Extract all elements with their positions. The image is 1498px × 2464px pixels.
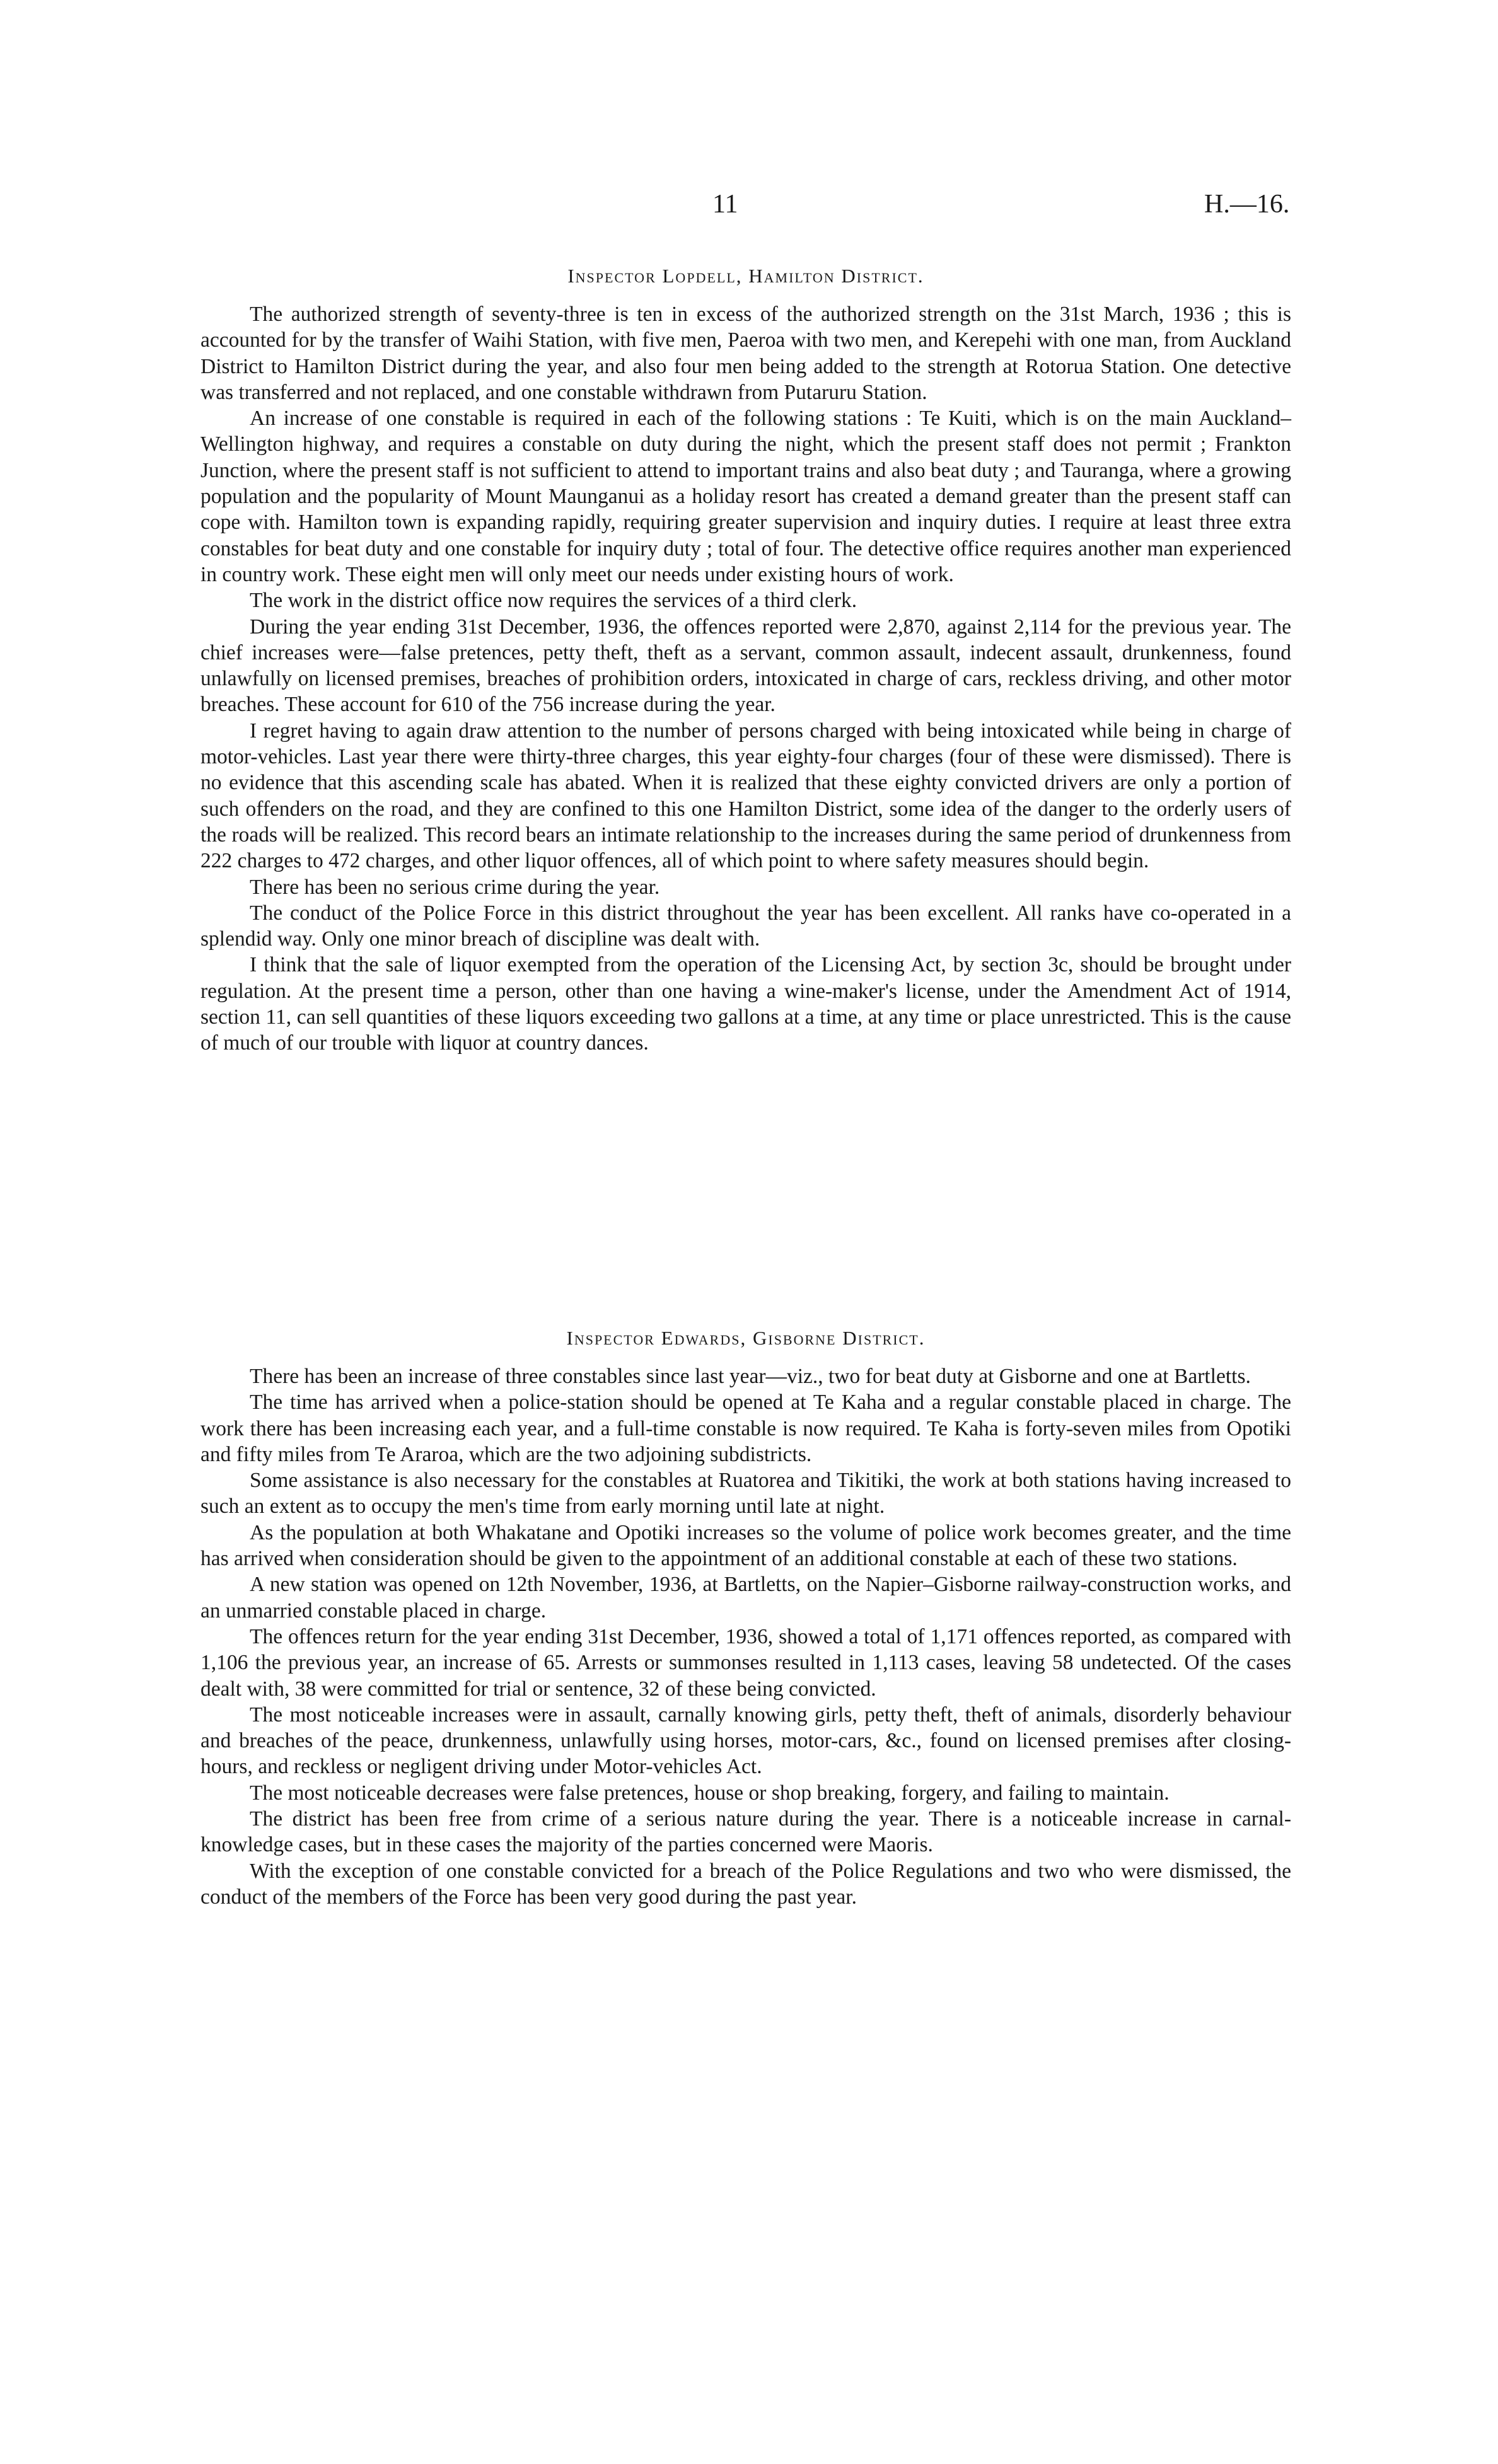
paragraph: During the year ending 31st December, 1936, the offences reported were 2,870, against 2,114 for the previous year. The chief increases were—false pretences, petty theft, theft as a servant, common assault, indecent assault, drunkenness, found unlawfully on licensed premises, breaches of prohibition orders, intoxicated in charge of cars, reckless driving, and other motor breaches. These account for 610 of the 756 increase during the year. (200, 615, 1291, 717)
paragraph: The most noticeable increases were in assault, carnally knowing girls, petty theft, theft of animals, disorderly behaviour and breaches of the peace, drunkenness, unlawfully using horses, motor-cars, &c., found on licensed premises after closing-hours, and reckless or negligent driving under Motor-vehicles Act. (200, 1703, 1291, 1779)
paragraph: A new station was opened on 12th November, 1936, at Bartletts, on the Napier–Gisborne railway-construction works, and an unmarried constable placed in charge. (200, 1573, 1291, 1622)
paragraph: There has been an increase of three constables since last year—viz., two for beat duty at Gisborne and one at Bartletts. (250, 1365, 1251, 1388)
paragraph: An increase of one constable is required in each of the following stations : Te Kuiti, which is on the main Auckland–Wellington highway, and requires a constable on duty during the night, which the present staff does not permit ; Frankton Junction, where the present staff is not sufficient to attend to important trains and also beat duty ; and Tauranga, where a growing population and the popularity of Mount Maunganui as a holiday resort has created a demand greater than the present staff can cope with. Hamilton town is expanding rapidly, requiring greater supervision and inquiry duties. I require at least three extra constables for beat duty and one constable for inquiry duty ; total of four. The detective office requires another man experienced in country work. These eight men will only meet our needs under existing hours of work. (200, 407, 1291, 586)
document-reference: H.—16. (1204, 190, 1290, 219)
paragraph: I think that the sale of liquor exempted from the operation of the Licensing Act, by section 3c, should be brought under regulation. At the present time a person, other than one having a wine-maker's license, under the Amendment Act of 1914, section 11, can sell quantities of these liquors exceeding two gallons at a time, at any time or place unrestricted. This is the cause of much of our trouble with liquor at country dances. (200, 953, 1291, 1055)
paragraph: The conduct of the Police Force in this district throughout the year has been excellent. All ranks have co-operated in a splendid way. Only one minor breach of discipline was dealt with. (200, 901, 1291, 951)
paragraph: Some assistance is also necessary for the constables at Ruatorea and Tikitiki, the work at both stations having increased to such an extent as to occupy the men's time from early morning until late at night. (200, 1469, 1291, 1518)
paragraph: There has been no serious crime during the year. (250, 875, 660, 899)
page-number: 11 (712, 190, 738, 219)
page-header (0, 189, 1498, 227)
paragraph: The work in the district office now requires the services of a third clerk. (250, 589, 857, 613)
section-heading: Inspector Lopdell, Hamilton District. (567, 265, 924, 287)
paragraph: The time has arrived when a police-station should be opened at Te Kaha and a regular constable placed in charge. The work there has been increasing each year, and a full-time constable is now required. Te Kaha is forty-seven miles from Opotiki and fifty miles from Te Araroa, which are the two adjoining subdistricts. (200, 1391, 1291, 1466)
section-lopdell-hamilton (200, 265, 1291, 1056)
section-edwards-gisborne (200, 1327, 1291, 1910)
paragraph: I regret having to again draw attention to the number of persons charged with being intoxicated while being in charge of motor-vehicles. Last year there were thirty-three charges, this year eighty-four charges (four of these were dismissed). There is no evidence that this ascending scale has abated. When it is realized that these eighty convicted drivers are only a portion of such offenders on the road, and they are confined to this one Hamilton District, some idea of the danger to the orderly users of the roads will be realized. This record bears an intimate relationship to the increases during the same period of drunkenness from 222 charges to 472 charges, and other liquor offences, all of which point to where safety measures should begin. (200, 719, 1291, 873)
paragraph: The offences return for the year ending 31st December, 1936, showed a total of 1,171 offences reported, as compared with 1,106 the previous year, an increase of 65. Arrests or summonses resulted in 1,113 cases, leaving 58 undetected. Of the cases dealt with, 38 were committed for trial or sentence, 32 of these being convicted. (200, 1624, 1291, 1701)
paragraph: The most noticeable decreases were false pretences, house or shop breaking, forgery, and failing to maintain. (250, 1781, 1170, 1805)
paragraph: The district has been free from crime of a serious nature during the year. There is a noticeable increase in carnal-knowledge cases, but in these cases the majority of the parties concerned were Maoris. (200, 1807, 1291, 1857)
paragraph: As the population at both Whakatane and Opotiki increases so the volume of police work becomes greater, and the time has arrived when consideration should be given to the appointment of an additional constable at each of these two stations. (200, 1520, 1291, 1571)
section-heading: Inspector Edwards, Gisborne District. (566, 1327, 926, 1349)
paragraph: With the exception of one constable convicted for a breach of the Police Regulations and two who were dismissed, the conduct of the members of the Force has been very good during the past year. (200, 1859, 1291, 1909)
paragraph: The authorized strength of seventy-three is ten in excess of the authorized strength on the 31st March, 1936 ; this is accounted for by the transfer of Waihi Station, with five men, Paeroa with two men, and Kerepehi with one man, from Auckland District to Hamilton District during the year, and also four men being added to the strength at Rotorua Station. One detective was transferred and not replaced, and one constable withdrawn from Putaruru Station. (200, 303, 1291, 404)
